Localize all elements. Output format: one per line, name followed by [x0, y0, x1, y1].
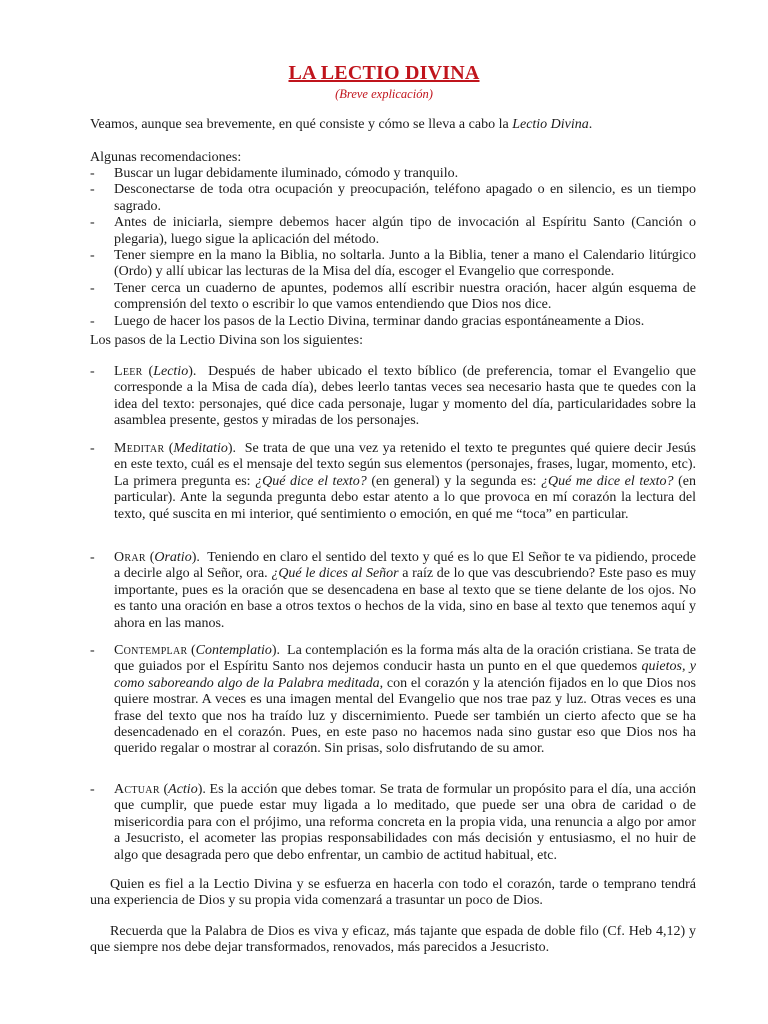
document-subtitle: (Breve explicación) — [335, 87, 433, 101]
recommendation-item: - Desconectarse de toda otra ocupación y preocupación, teléfono apagado o en silencio, es un tiempo sagrado. — [90, 182, 696, 215]
step-text: Es la acción que debes tomar. Se trata de formular un propósito para el día, una acción que cumplir, que puede estar muy ligada a lo meditado, que puede ser una obra de caridad o de misericordia para con el prójimo, una reforma concreta en la propia vida, una renuncia a algo por amor a Jesucristo, el acometer las propias responsabilidades con más decisión y entusiasmo, el no huir de algo que desagrada pero que debo enfrentar, un cambio de actitud habitual, etc. — [114, 782, 696, 863]
step-text: (en particular). Ante la segunda pregunta debo estar atento a lo que provoca en mí corazón la lectura del texto, qué suscita en mi interior, qué sentimiento o emoción, en qué me “toca” en particular. — [114, 473, 697, 522]
step-latin: Oratio — [154, 550, 192, 565]
recommendation-item: - Buscar un lugar debidamente iluminado, cómodo y tranquilo. — [90, 166, 696, 182]
dash-bullet: - — [90, 782, 95, 797]
step-name: Actuar — [114, 782, 160, 797]
dash-bullet: - — [90, 441, 95, 456]
steps-heading: Los pasos de la Lectio Divina son los siguientes: — [90, 333, 363, 348]
closing-paragraph: Quien es fiel a la Lectio Divina y se esfuerza en hacerla con todo el corazón, tarde o temprano tendrá una experiencia de Dios y su propia vida comenzará a trasuntar un poco de Dios. — [90, 877, 696, 909]
step-text: Después de haber ubicado el texto bíblico (de preferencia, tomar el Evangelio que corresponde a la Misa de cada día), debes leerlo tantas veces sea necesario hasta que te quedes con la idea del texto: personajes, qué dice cada personaje, lugar y momento del día, particularidades sobre la asamblea presente, gestos y miradas de los personajes. — [114, 364, 696, 429]
step-latin: Meditatio — [173, 441, 228, 456]
document-title: LA LECTIO DIVINA — [288, 62, 480, 84]
recommendations-list — [90, 166, 696, 330]
step-leer: - Leer (Lectio). Después de haber ubicado el texto bíblico (de preferencia, tomar el Evangelio que corresponde a la Misa de cada día), debes leerlo tantas veces sea necesario hasta que te quedes con la idea del texto: personajes, qué dice cada personaje, lugar y momento del día, particularidades sobre la asamblea presente, gestos y miradas de los personajes. — [90, 364, 696, 429]
step-question: ¿Qué le dices al Señor — [271, 566, 399, 582]
step-orar: - Orar (Oratio). Teniendo en claro el sentido del texto y qué es lo que El Señor te va pidiendo, procede a decirle algo al Señor, ora. ¿Qué le dices al Señor a raíz de lo que vas descubriendo? Este paso es muy importante, pues es la oración que se desencadena en base al texto que se tiene delante de los ojos. No es tanto una oración en base a otros textos o hechos de la vida, sino en base al texto que tenemos aquí y ahora en las manos. — [90, 550, 696, 631]
step-contemplar: - Contemplar (Contemplatio). La contemplación es la forma más alta de la oración cristiana. Se trata de que guiados por el Espíritu Santo nos dejemos conducir hasta un punto en el que quedemos quietos, y como saboreando algo de la Palabra meditada, con el corazón y la atención fijados en lo que Dios nos quiere mostrar. A veces es una imagen mental del Evangelio que nos trae paz y luz. Otras veces es una frase del texto que nos ha traído luz y discernimiento. Puede ser también un cierto afecto que se ha desencadenado en el corazón. Pues, en este paso no hacemos nada sino gustar eso que Dios nos ha querido regalar o mostrar al corazón. Sin prisas, solo disfrutando de su amor. — [90, 643, 697, 757]
recommendation-item: - Luego de hacer los pasos de la Lectio Divina, terminar dando gracias espontáneamente a Dios. — [90, 314, 696, 330]
intro-paragraph — [90, 117, 696, 133]
step-name: Meditar — [114, 441, 165, 456]
intro-italic: Lectio Divina — [512, 117, 589, 132]
step-latin: Lectio — [153, 364, 189, 379]
recommendation-item: - Antes de iniciarla, siempre debemos hacer algún tipo de invocación al Espíritu Santo (Canción o plegaria), luego sigue la aplicación del método. — [90, 215, 696, 248]
intro-end: . — [588, 117, 593, 132]
recommendations-heading: Algunas recomendaciones: — [90, 150, 242, 165]
step-quote: quietos, y como saboreando algo de la Palabra meditada — [114, 659, 696, 691]
step-text: La contemplación es la forma más alta de la oración cristiana. Se trata de que guiados por el Espíritu Santo nos dejemos conducir hasta un punto en el que quedemos — [114, 643, 696, 675]
recommendation-item: - Tener siempre en la mano la Biblia, no soltarla. Junto a la Biblia, tener a mano el Calendario litúrgico (Ordo) y allí ubicar las lecturas de la Misa del día, escoger el Evangelio que corresponde. — [90, 248, 696, 281]
step-actuar: - Actuar (Actio). Es la acción que debes tomar. Se trata de formular un propósito para el día, una acción que cumplir, que puede estar muy ligada a lo meditado, que puede ser una obra de caridad o de misericordia para con el prójimo, una reforma concreta en la propia vida, una renuncia a algo por amor a Jesucristo, el acometer las propias responsabilidades con más decisión y entusiasmo, el no huir de algo que desagrada pero que debo enfrentar, un cambio de actitud habitual, etc. — [90, 782, 696, 863]
step-text: a raíz de lo que vas descubriendo? Este paso es muy importante, pues es la oración que se desencadena en base al texto que se tiene delante de los ojos. No es tanto una oración en base a otros textos o hechos de la vida, sino en base al texto que tenemos aquí y ahora en las manos. — [114, 566, 696, 631]
step-text: , con el corazón y la atención fijados en lo que Dios nos quiere mostrar. A veces es una imagen mental del Evangelio que nos trae paz y luz. Otras veces es una frase del texto que nos ha traído luz y discernimiento. Puede ser también un cierto afecto que se ha desencadenado en el corazón. Pues, en este paso no hacemos nada sino gustar eso que Dios nos ha querido regalar o mostrar al corazón. Sin prisas, solo disfrutando de su amor. — [114, 675, 697, 757]
dash-bullet: - — [90, 550, 95, 565]
step-text: Se trata de que una vez ya retenido el texto te preguntes qué quiere decir Jesús en este texto, cuál es el mensaje del texto según sus elementos (personajes, frases, lugar, momento, etc). La primera pregunta es: — [114, 441, 696, 489]
recommendation-item: - Tener cerca un cuaderno de apuntes, podemos allí escribir nuestra oración, hacer algún esquema de comprensión del texto o escribir lo que vamos entendiendo que Dios nos dice. — [90, 281, 696, 314]
step-latin: Actio — [168, 782, 198, 797]
step-text: Teniendo en claro el sentido del texto y qué es lo que El Señor te va pidiendo, procede a decirle algo al Señor, ora. — [114, 550, 696, 582]
step-text: (en general) y la segunda es: — [366, 473, 542, 489]
step-name: Leer — [114, 364, 143, 379]
intro-text: Veamos, aunque sea brevemente, en qué consiste y cómo se lleva a cabo la — [90, 117, 513, 132]
step-latin: Contemplatio — [195, 643, 272, 658]
step-question: ¿Qué dice el texto? — [255, 473, 367, 489]
dash-bullet: - — [90, 643, 95, 658]
step-name: Contemplar — [114, 643, 188, 658]
step-name: Orar — [114, 550, 146, 565]
closing-paragraph: Recuerda que la Palabra de Dios es viva y eficaz, más tajante que espada de doble filo (Cf. Heb 4,12) y que siempre nos debe dejar transformados, renovados, más parecidos a Jesucristo. — [90, 924, 696, 956]
step-question: ¿Qué me dice el texto? — [541, 473, 674, 489]
step-meditar: - Meditar (Meditatio). Se trata de que una vez ya retenido el texto te preguntes qué quiere decir Jesús en este texto, cuál es el mensaje del texto según sus elementos (personajes, frases, lugar, momento, etc). La primera pregunta es: ¿Qué dice el texto? (en general) y la segunda es: ¿Qué me dice el texto? (en particular). Ante la segunda pregunta debo estar atento a lo que provoca en mí corazón la lectura del texto, qué suscita en mi interior, qué sentimiento o emoción, en qué me “toca” en particular. — [90, 441, 697, 522]
dash-bullet: - — [90, 364, 95, 379]
